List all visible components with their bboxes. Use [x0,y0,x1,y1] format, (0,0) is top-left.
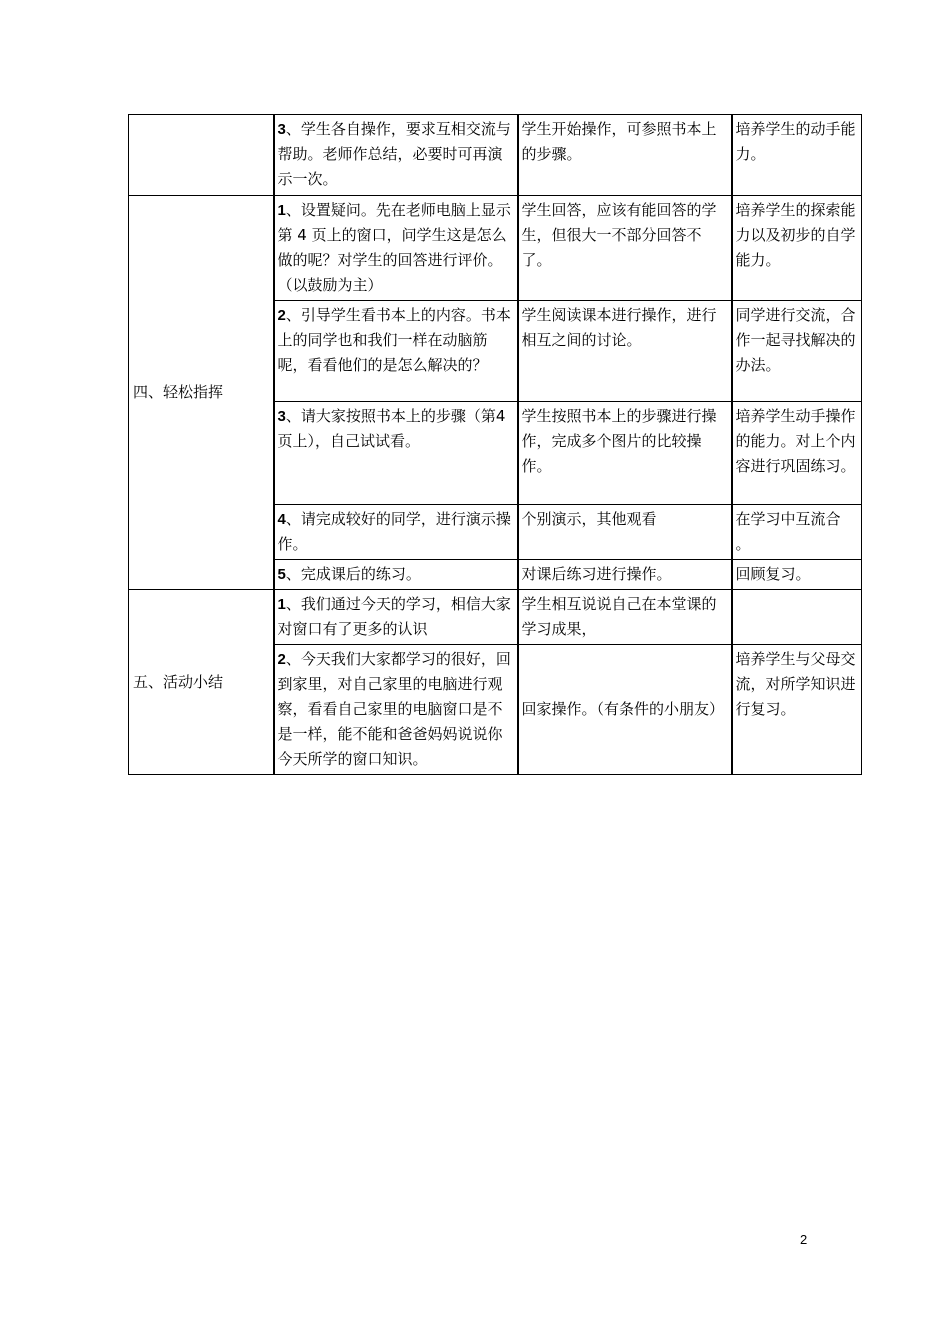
step-text: 、我们通过今天的学习，相信大家对窗口有了更多的认识 [277,595,511,638]
teacher-activity-cell [274,196,518,301]
step-number: 1 [277,202,286,219]
student-activity-cell: 学生回答，应该有能回答的学生，但很大一不部分回答不了。 [518,196,732,301]
purpose-cell: 回顾复习。 [732,560,862,590]
teacher-activity-cell [274,402,518,505]
step-text: 、完成课后的练习。 [285,565,421,583]
step-text: 、引导学生看书本上的内容。书本上的同学也和我们一样在动脑筋呢，看看他们的是怎么解决的？ [277,306,511,374]
step-number: 3 [277,121,286,138]
step-number: 2 [277,307,286,324]
teacher-activity-cell [274,560,518,590]
student-activity-cell: 对课后练习进行操作。 [518,560,732,590]
teacher-activity-cell [274,505,518,560]
step-number: 3 [277,408,286,425]
section-cell: 四、轻松指挥 [129,196,274,590]
student-activity-cell: 个别演示，其他观看 [518,505,732,560]
purpose-cell: 同学进行交流，合作一起寻找解决的办法。 [732,301,862,402]
student-activity-cell: 学生开始操作，可参照书本上的步骤。 [518,115,732,196]
student-activity-cell: 回家操作。（有条件的小朋友） [518,645,732,775]
step-number: 5 [277,566,286,583]
table-row [129,196,862,301]
table-row [129,590,862,645]
purpose-cell: 在学习中互流合 。 [732,505,862,560]
step-number: 4 [277,511,286,528]
student-activity-cell: 学生阅读课本进行操作，进行相互之间的讨论。 [518,301,732,402]
table-row [129,115,862,196]
teacher-activity-cell [274,590,518,645]
section-cell: 五、活动小结 [129,590,274,775]
student-activity-cell: 学生按照书本上的步骤进行操作，完成多个图片的比较操作。 [518,402,732,505]
step-text: 、学生各自操作，要求互相交流与帮助。老师作总结，必要时可再演示一次。 [277,120,511,188]
purpose-cell: 培养学生的动手能力。 [732,115,862,196]
step-number: 2 [277,651,286,668]
section-cell [129,115,274,196]
lesson-plan-table [128,114,862,775]
step-text: 、请大家按照书本上的步骤（第4页上），自己试试看。 [277,407,506,450]
teacher-activity-cell [274,301,518,402]
student-activity-cell: 学生相互说说自己在本堂课的学习成果， [518,590,732,645]
purpose-cell: 培养学生与父母交流，对所学知识进行复习。 [732,645,862,775]
purpose-cell: 培养学生动手操作的能力。对上个内容进行巩固练习。 [732,402,862,505]
purpose-cell: 培养学生的探索能力以及初步的自学能力。 [732,196,862,301]
step-number: 1 [277,596,286,613]
step-text: 、设置疑问。先在老师电脑上显示第 4 页上的窗口，问学生这是怎么做的呢？对学生的回答进行评价。（以鼓励为主） [277,201,511,294]
step-text: 、请完成较好的同学，进行演示操作。 [277,510,511,553]
teacher-activity-cell [274,645,518,775]
page-number: 2 [800,1232,808,1247]
purpose-cell [732,590,862,645]
teacher-activity-cell [274,115,518,196]
step-text: 、今天我们大家都学习的很好，回到家里，对自己家里的电脑进行观察，看看自己家里的电脑窗口是不是一样，能不能和爸爸妈妈说说你今天所学的窗口知识。 [277,650,511,768]
